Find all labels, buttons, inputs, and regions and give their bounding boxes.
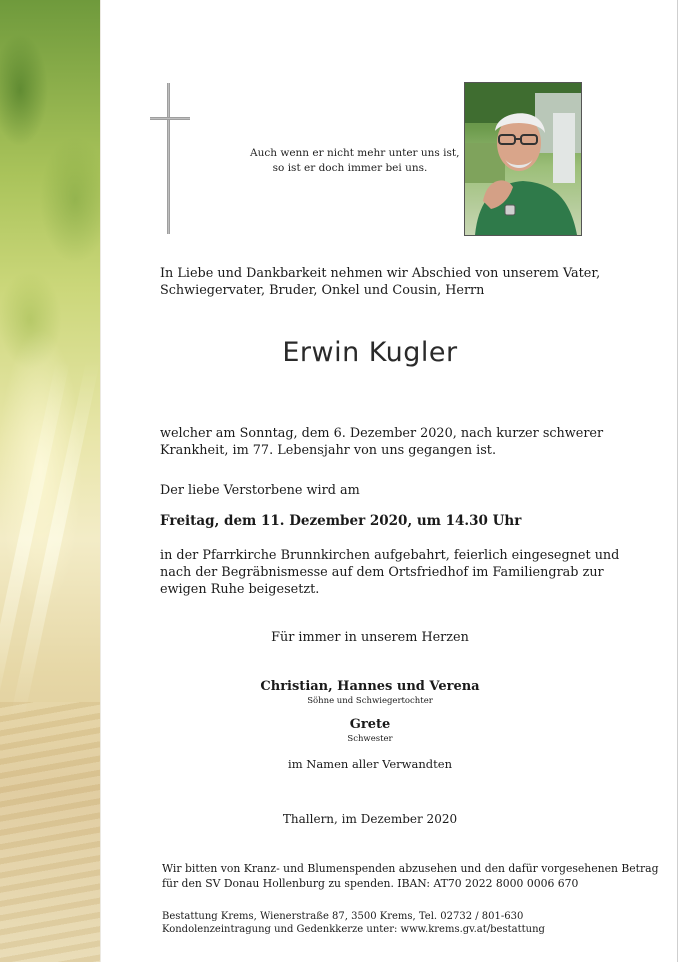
nature-border-image [0, 0, 100, 962]
donation-line-2: für den SV Donau Hollenburg zu spenden. IBAN: AT70 2022 8000 0006 670 [162, 877, 579, 890]
contact-line-1: Bestattung Krems, Wienerstraße 87, 3500 Krems, Tel. 02732 / 801-630 [162, 911, 524, 922]
quote-line-1: Auch wenn er nicht mehr unter uns ist, [250, 147, 460, 159]
portrait-illustration [465, 83, 581, 235]
relatives-line: im Namen aller Verwandten [288, 757, 452, 771]
ceremony-line-1: in der Pfarrkirche Brunnkirchen aufgebahrt, feierlich eingesegnet und [160, 548, 620, 563]
portrait-photo [464, 82, 582, 236]
deceased-name: Erwin Kugler [282, 337, 458, 368]
mourner-relation: Söhne und Schwiegertochter [307, 696, 433, 706]
cross-icon [150, 83, 190, 234]
intro-line-2: Schwiegervater, Bruder, Onkel und Cousin, Herrn [160, 283, 485, 298]
cross-vertical-beam [167, 83, 170, 234]
death-notice-line-2: Krankheit, im 77. Lebensjahr von uns gegangen ist. [160, 443, 497, 458]
closing-line: Für immer in unserem Herzen [271, 630, 469, 645]
ceremony-line-2: nach der Begräbnismesse auf dem Ortsfriedhof im Familiengrab zur [160, 565, 604, 580]
page-edge-line [677, 0, 678, 962]
death-notice-line-1: welcher am Sonntag, dem 6. Dezember 2020, nach kurzer schwerer [160, 426, 604, 441]
mourner-name: Grete [349, 717, 391, 732]
memorial-quote [250, 146, 460, 176]
quote-line-2: so ist er doch immer bei uns. [272, 162, 428, 174]
ceremony-date: Freitag, dem 11. Dezember 2020, um 14.30 Uhr [160, 513, 522, 529]
donation-line-1: Wir bitten von Kranz- und Blumenspenden abzusehen und den dafür vorgesehenen Betrag [162, 862, 659, 875]
forest-path [0, 702, 100, 962]
place-date: Thallern, im Dezember 2020 [282, 812, 458, 826]
mourner-relation: Schwester [347, 734, 393, 744]
cross-horizontal-beam [150, 117, 190, 120]
ceremony-line-3: ewigen Ruhe beigesetzt. [160, 582, 320, 597]
border-divider [100, 0, 101, 962]
intro-line-1: In Liebe und Dankbarkeit nehmen wir Abschied von unserem Vater, [160, 266, 601, 281]
mourner-name: Christian, Hannes und Verena [260, 679, 480, 694]
ceremony-intro: Der liebe Verstorbene wird am [160, 483, 360, 498]
contact-line-2: Kondolenzeintragung und Gedenkkerze unter: www.krems.gv.at/bestattung [162, 924, 545, 935]
